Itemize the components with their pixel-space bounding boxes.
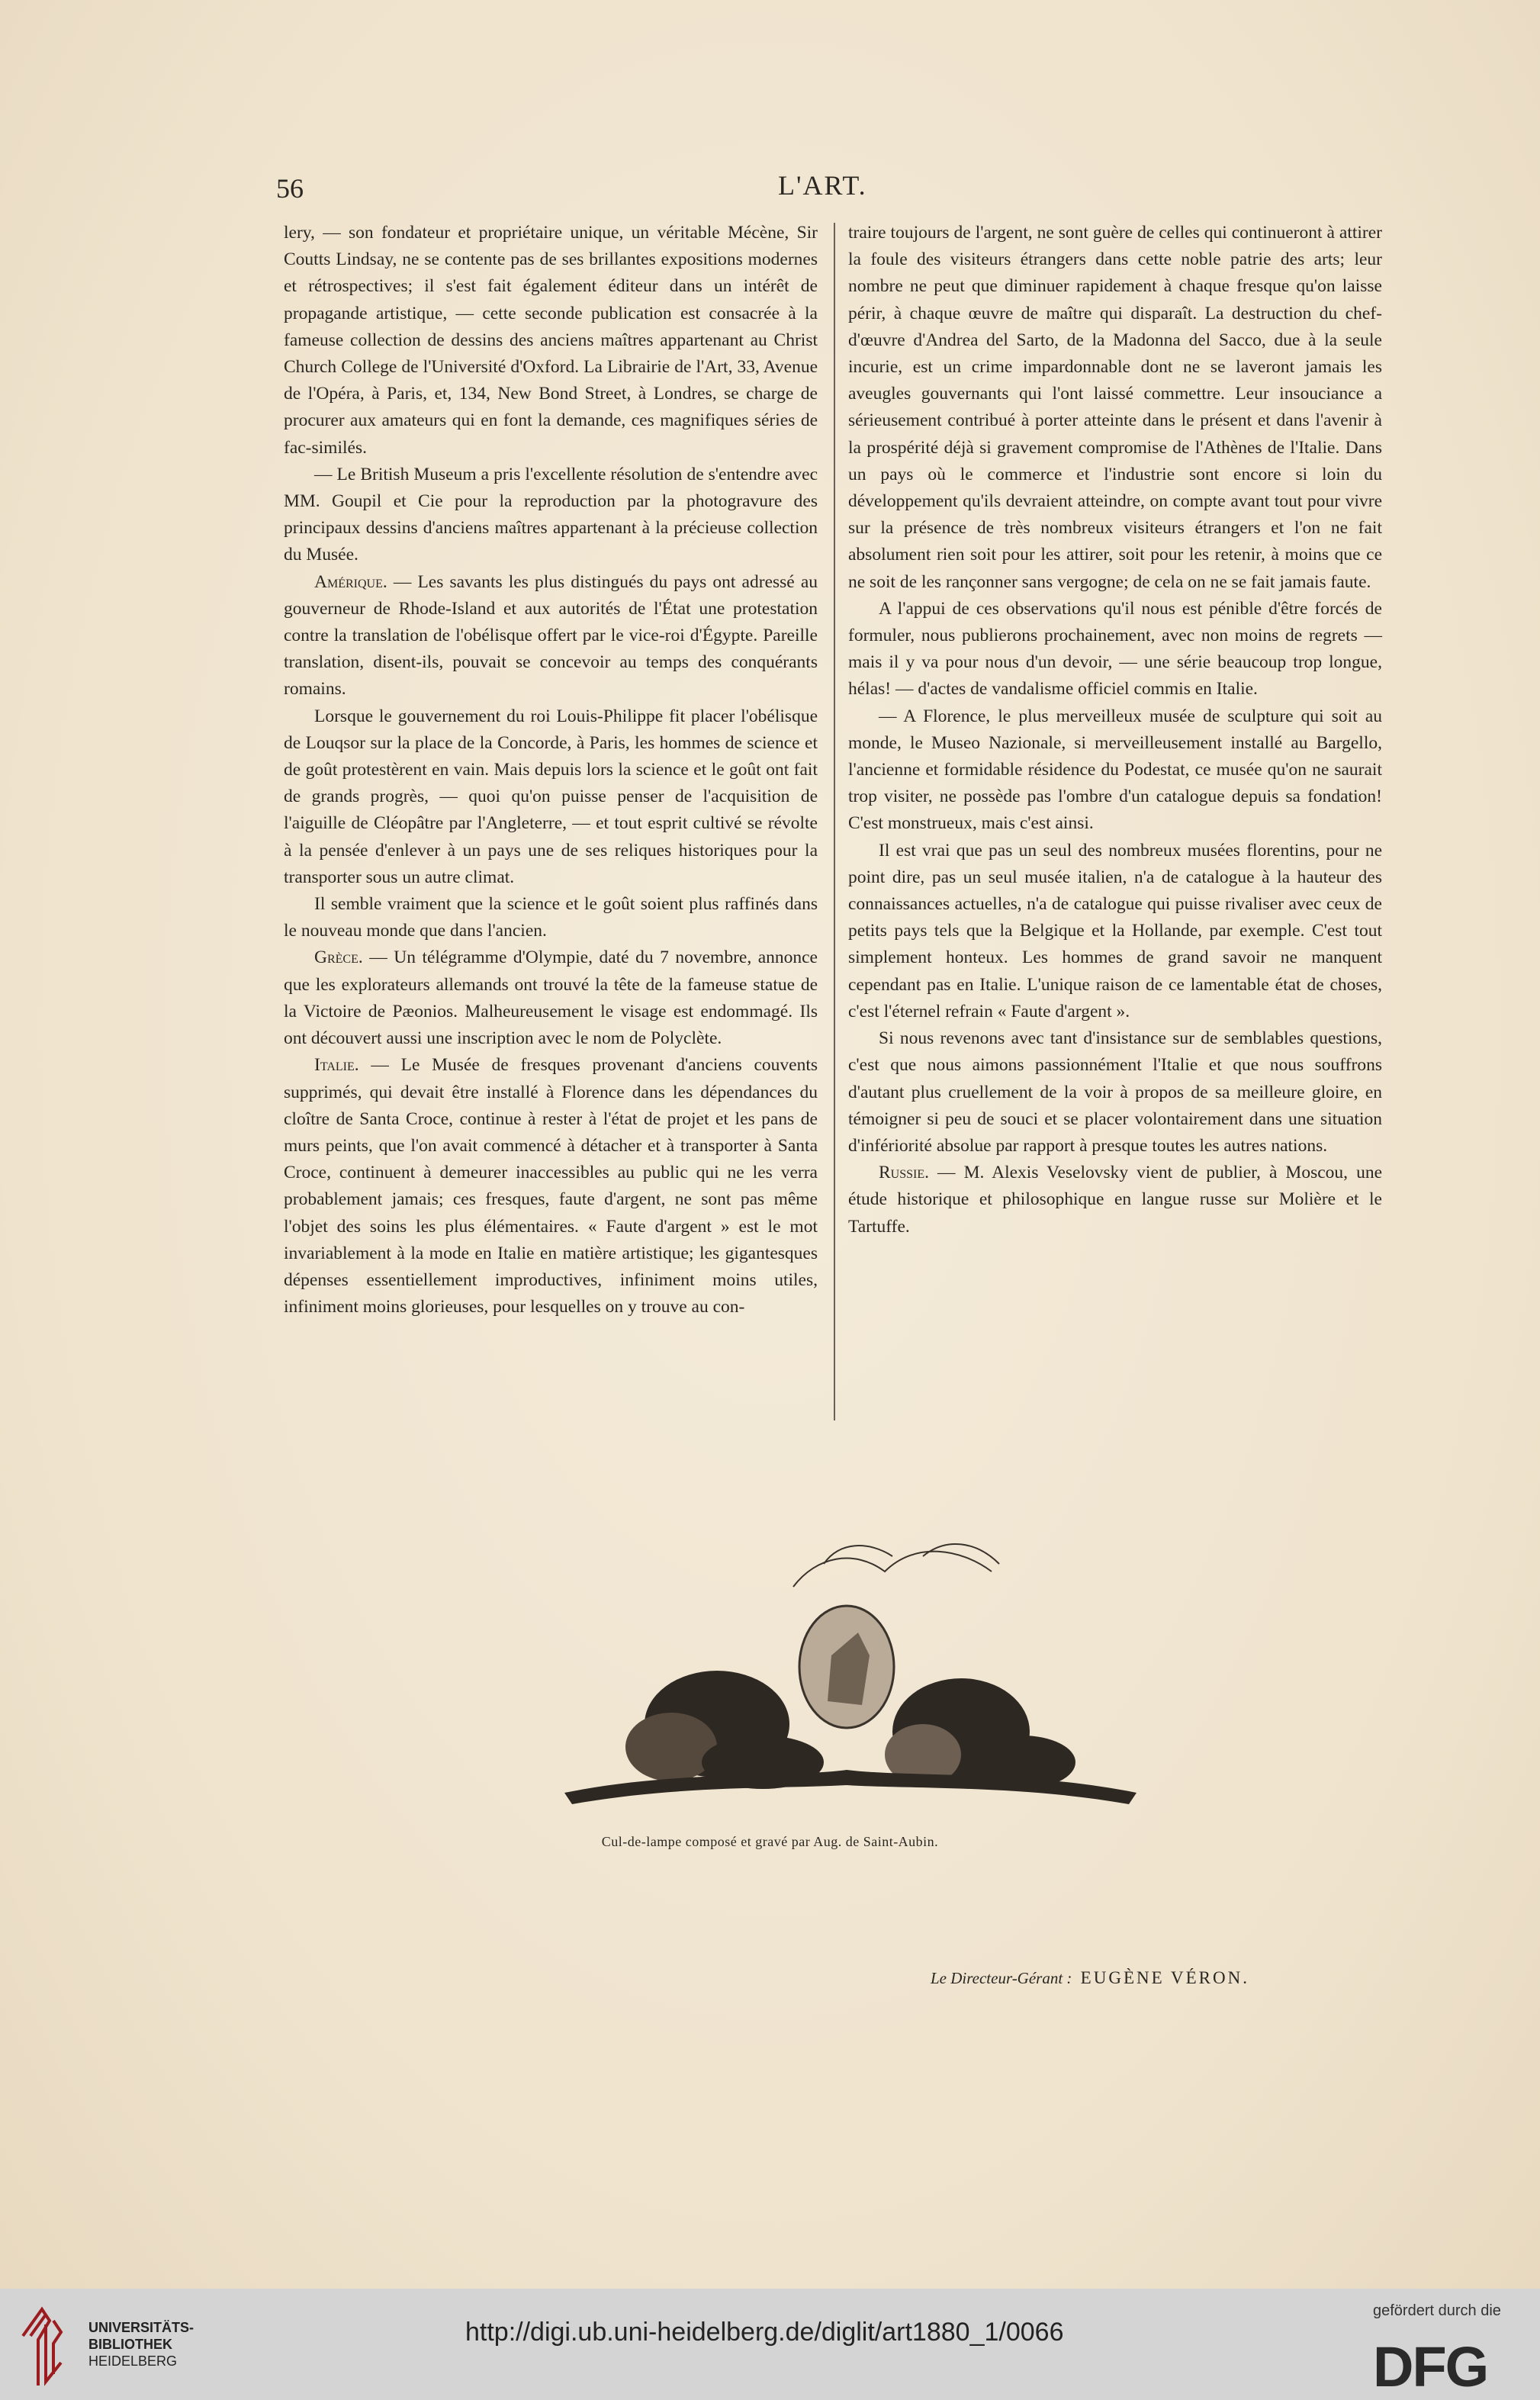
paragraph xyxy=(284,1052,818,1321)
paragraph-text: — M. Alexis Veselovsky vient de publier, à Moscou, une étude historique et philosophique en langue russe sur Molière et le Tartuffe. xyxy=(848,1163,1382,1237)
paragraph xyxy=(848,1025,1382,1160)
paragraph xyxy=(284,944,818,1052)
journal-title: L'ART. xyxy=(778,170,867,201)
paragraph-text: traire toujours de l'argent, ne sont guère de celles qui continueront à attirer la foule des visiteurs étrangers dans cette noble patrie des arts; leur nombre ne peut que diminuer rapidement à chaque fresque qu'on laisse périr, à chaque œuvre de maître qui disparaît. La destruction du chef-d'œuvre d'Andrea del Sarto, de la Madonna del Sacco, due à la seule incurie, est un crime impardonnable dont ne se laveront jamais les aveugles gouvernants qui l'ont laissé commettre. Leur insouciance a sérieusement contribué à porter atteinte dans le présent et dans l'avenir à la prospérité déjà si gravement compromise de l'Athènes de l'Italie. Dans un pays où le commerce et l'industrie sont encore si loin du développement qu'ils devraient atteindre, on compte avant tout pour vivre sur la présence de très nombreux visiteurs étrangers et l'on ne fait absolument rien soit pour les attirer, soit pour les retenir, à moins que ce ne soit de les rançonner sans vergogne; de cela on ne se fait jamais faute. xyxy=(848,223,1382,592)
paragraph xyxy=(284,220,818,462)
section-lead: Italie. xyxy=(314,1055,359,1076)
ub-heidelberg-logo-icon[interactable] xyxy=(15,2305,76,2389)
left-text-column xyxy=(284,220,818,1321)
right-text-column xyxy=(848,220,1382,1240)
paragraph xyxy=(848,220,1382,596)
column-divider xyxy=(834,223,835,1420)
dfg-logo[interactable]: DFG xyxy=(1373,2335,1488,2398)
paragraph-text: lery, — son fondateur et propriétaire unique, un véritable Mécène, Sir Coutts Lindsay, ne se contente pas de ses brillantes expositions modernes et rétrospectives; il s'est fait également éditeur dans un intérêt de propagande artistique, — cette seconde publication est consacrée à la fameuse collection de dessins des anciens maîtres appartenant au Christ Church College de l'Université d'Oxford. La Librairie de l'Art, 33, Avenue de l'Opéra, à Paris, et, 134, New Bond Street, à Londres, se charge de procurer aux amateurs qui en font la demande, ces magnifiques séries de fac-similés. xyxy=(284,223,818,458)
signature-label: Le Directeur-Gérant : xyxy=(931,1969,1072,1987)
paragraph xyxy=(848,703,1382,838)
cul-de-lampe-engraving xyxy=(564,1541,1137,1823)
section-lead: Grèce. xyxy=(314,947,363,968)
paragraph-text: — Un télégramme d'Olympie, daté du 7 novembre, annonce que les explorateurs allemands ont trouvé la tête de la fameuse statue de la Victoire de Pæonios. Malheureusement le visage est endommagé. Ils ont découvert aussi une inscription avec le nom de Polyclète. xyxy=(284,947,818,1049)
footer-bar xyxy=(0,2289,1540,2400)
paragraph xyxy=(284,569,818,703)
paragraph-text: Lorsque le gouvernement du roi Louis-Philippe fit placer l'obélisque de Louqsor sur la place de la Concorde, à Paris, les hommes de science et de goût protestèrent en vain. Mais depuis lors la science et le goût ont fait de grands progrès, — quoi qu'on puisse penser de l'acquisition de l'aiguille de Cléopâtre par l'Angleterre, — et tout esprit cultivé se révolte à la pensée d'enlever à un pays une de ses reliques historiques pour la transporter sous un autre climat. xyxy=(284,706,818,887)
paragraph xyxy=(284,891,818,944)
signature xyxy=(931,1968,1249,1988)
paragraph-text: — A Florence, le plus merveilleux musée de sculpture qui soit au monde, le Museo Nazionale, si merveilleusement installé au Bargello, l'ancienne et formidable résidence du Podestat, ce musée qu'on ne saurait trop visiter, ne possède pas l'ombre d'un catalogue depuis sa fondation! C'est monstrueux, mais c'est ainsi. xyxy=(848,706,1382,834)
paragraph xyxy=(848,1160,1382,1240)
paragraph-text: — Le Musée de fresques provenant d'anciens couvents supprimés, qui devait être installé à Florence dans les dépendances du cloître de Santa Croce, continue à rester à l'état de projet et les pans de murs peints, que l'on avait commencé à détacher et à transporter à Santa Croce, continuent à demeurer inaccessibles au public qui ne les verra probablement jamais; ces fresques, faute d'argent, ne sont pas même l'objet des soins les plus élémentaires. « Faute d'argent » est le mot invariablement à la mode en Italie en matière artistique; les gigantesques dépenses essentiellement improductives, infiniment moins utiles, infiniment moins glorieuses, pour lesquelles on y trouve au con- xyxy=(284,1055,818,1317)
paragraph-text: Il semble vraiment que la science et le goût soient plus raffinés dans le nouveau monde que dans l'ancien. xyxy=(284,894,818,941)
illustration-caption: Cul-de-lampe composé et gravé par Aug. de Saint-Aubin. xyxy=(601,1834,939,1849)
paragraph xyxy=(848,596,1382,703)
paragraph xyxy=(284,462,818,569)
signature-name: EUGÈNE VÉRON. xyxy=(1080,1968,1249,1987)
page-number: 56 xyxy=(276,173,304,204)
paragraph-text: — Les savants les plus distingués du pays ont adressé au gouverneur de Rhode-Island et aux autorités de l'État une protestation contre la translation de l'obélisque offert par le vice-roi d'Égypte. Pareille translation, disent-ils, pouvait se concevoir au temps des conquérants romains. xyxy=(284,571,818,700)
page-url-link[interactable]: http://digi.ub.uni-heidelberg.de/diglit/art1880_1/0066 xyxy=(465,2318,1064,2347)
paragraph-text: Si nous revenons avec tant d'insistance sur de semblables questions, c'est que nous aimons passionnément l'Italie et que nous souffrons d'autant plus cruellement de la voir à propos de sa meilleure gloire, en témoigner si peu de souci et se placer volontairement dans une situation d'infériorité absolue par rapport à presque toutes les autres nations. xyxy=(848,1028,1382,1156)
paragraph xyxy=(848,838,1382,1025)
library-name: UNIVERSITÄTS- BIBLIOTHEK HEIDELBERG xyxy=(88,2320,195,2369)
section-lead: Russie. xyxy=(879,1163,930,1183)
funding-label: gefördert durch die xyxy=(1373,2302,1501,2319)
paragraph-text: — Le British Museum a pris l'excellente résolution de s'entendre avec MM. Goupil et Cie pour la reproduction par la photogravure des principaux dessins d'anciens maîtres appartenant à la précieuse collection du Musée. xyxy=(284,464,818,565)
section-lead: Amérique. xyxy=(314,571,387,592)
paragraph xyxy=(284,703,818,891)
paragraph-text: A l'appui de ces observations qu'il nous est pénible d'être forcés de formuler, nous publierons prochainement, avec non moins de regrets — mais il y va pour nous d'un devoir, — une série beaucoup trop longue, hélas! — d'actes de vandalisme officiel commis en Italie. xyxy=(848,598,1382,700)
paragraph-text: Il est vrai que pas un seul des nombreux musées florentins, pour ne point dire, pas un seul musée italien, n'a de catalogue à la hauteur des connaissances actuelles, n'a de catalogue qui puisse rivaliser avec ceux de petits pays tels que la Belgique et la Hollande, par exemple. C'est tout simplement honteux. Les hommes de grand savoir ne manquent cependant pas en Italie. L'unique raison de ce lamentable état de choses, c'est l'éternel refrain « Faute d'argent ». xyxy=(848,840,1382,1021)
